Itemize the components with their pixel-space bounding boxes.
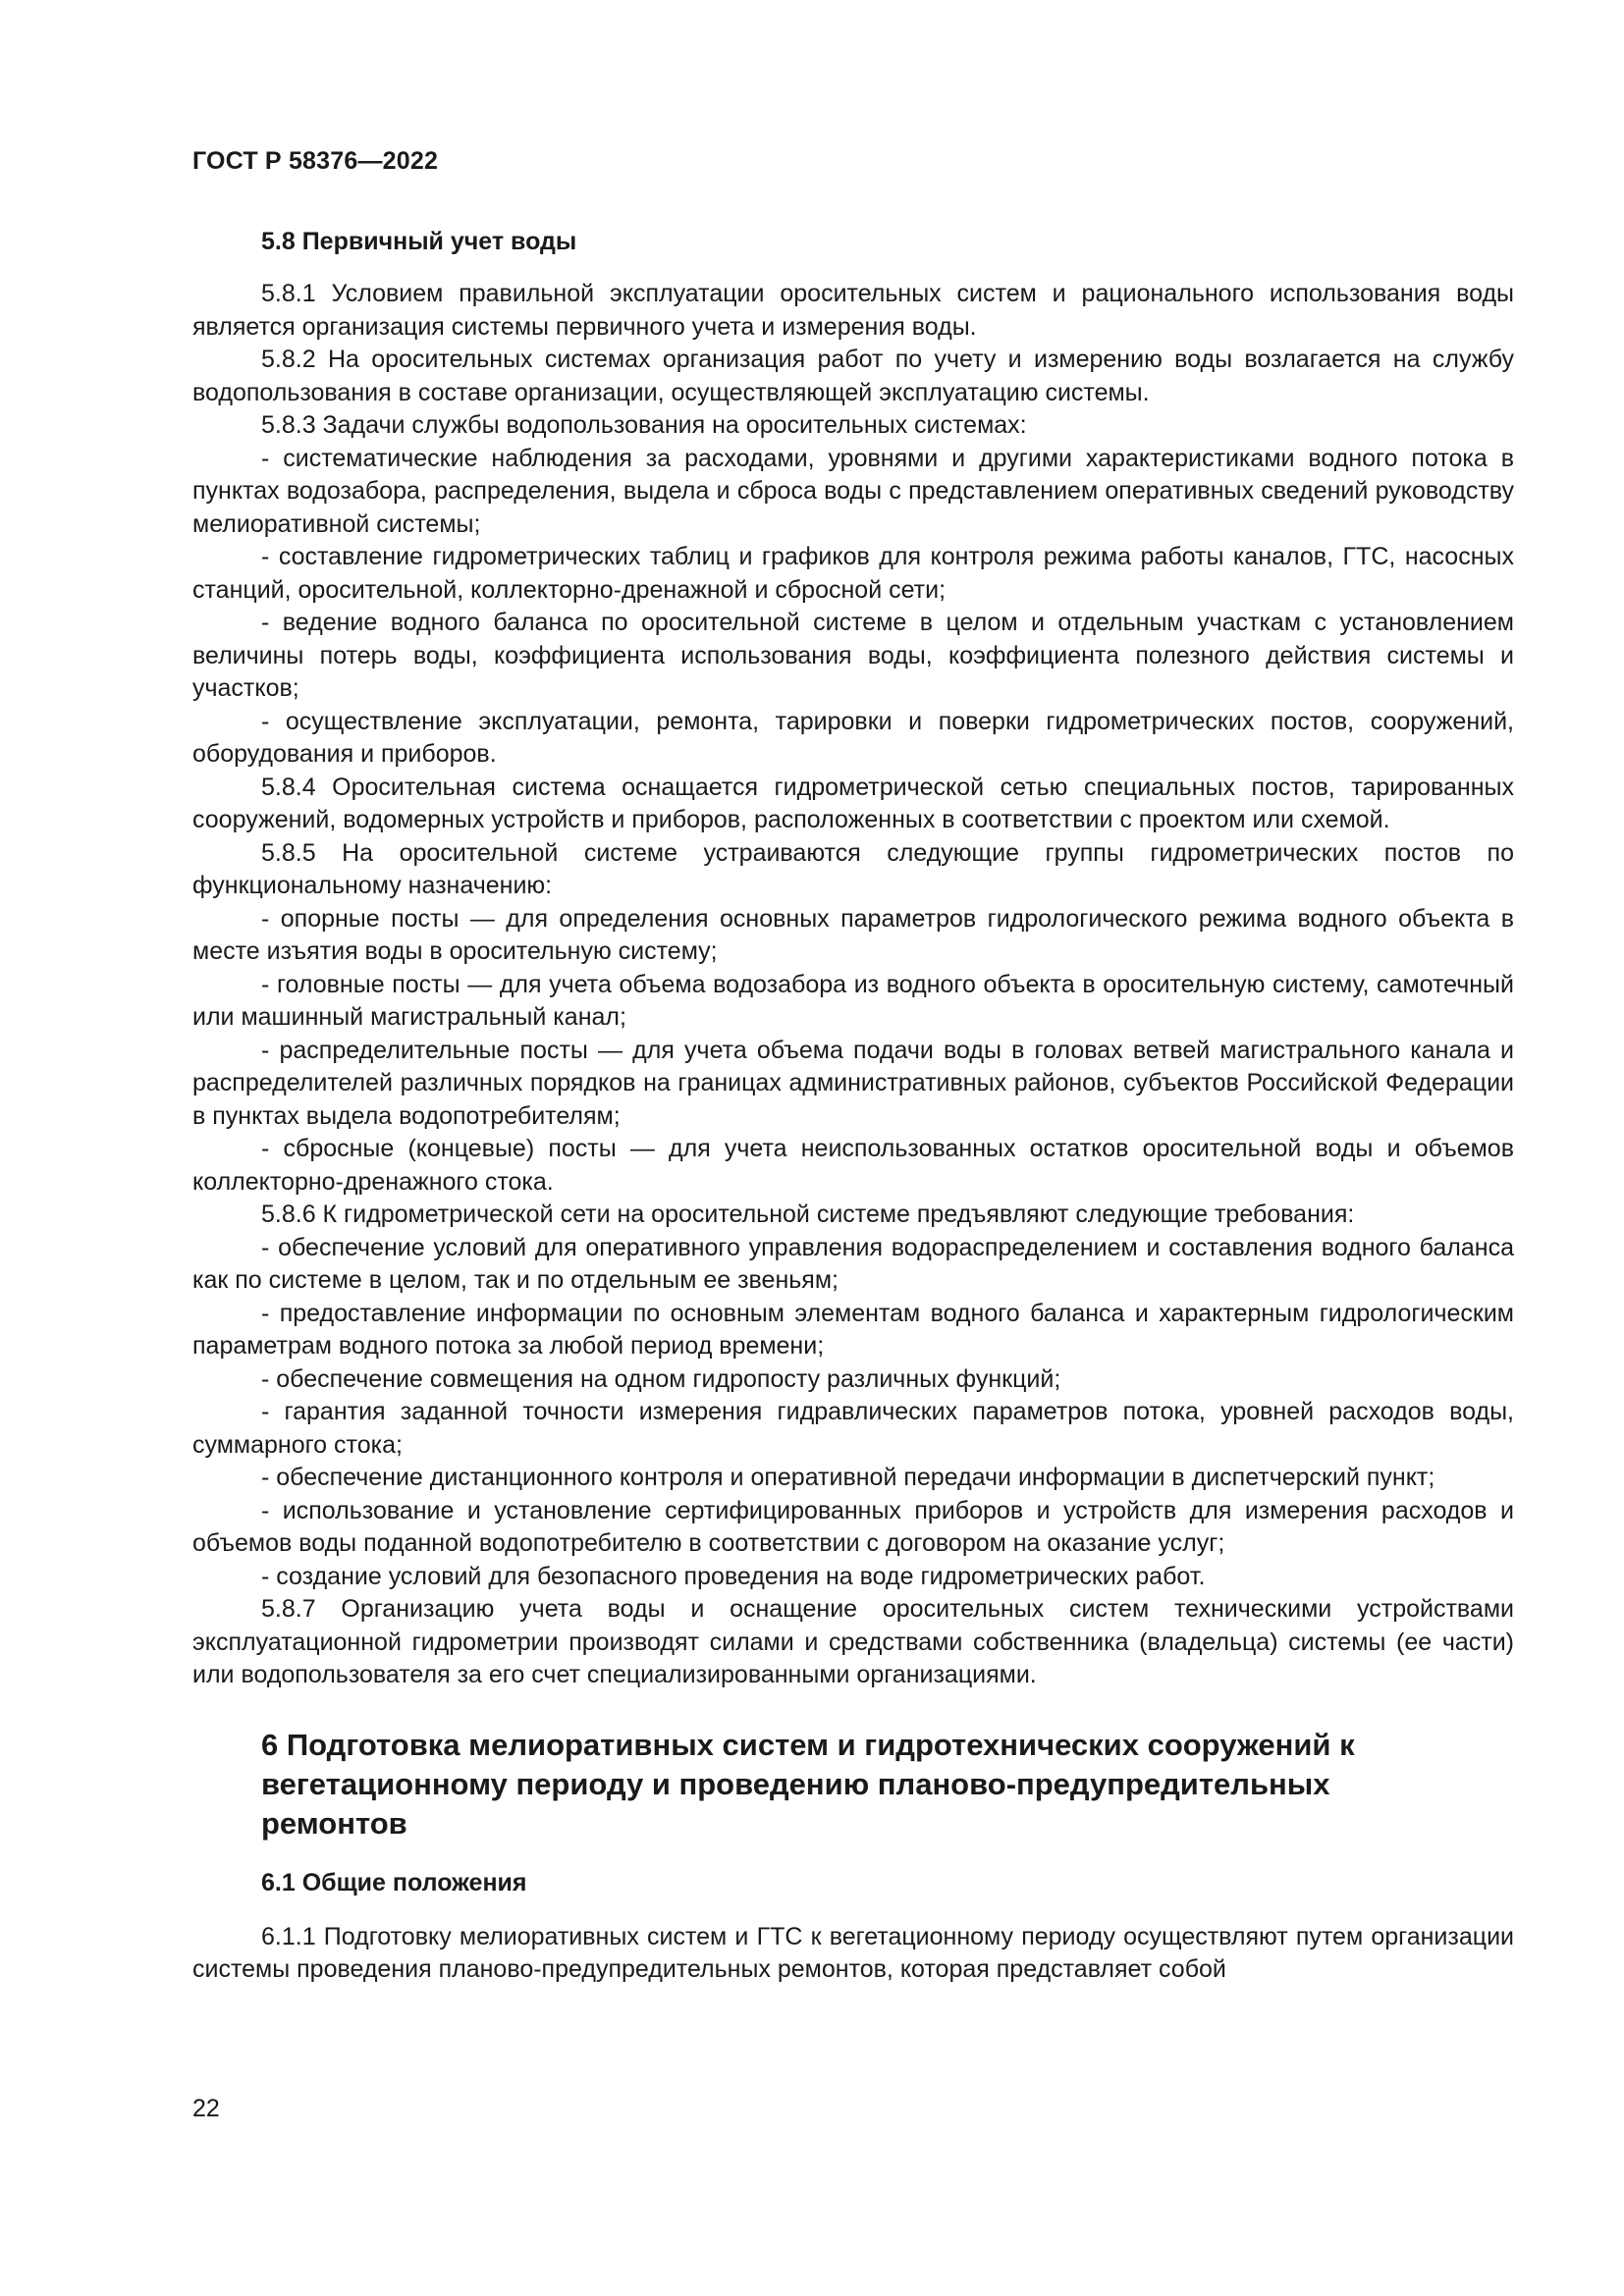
list-item: - предоставление информации по основным элементам водного баланса и характерным гидрологическим параметрам водного потока за любой период времени;: [192, 1299, 1514, 1360]
paragraph: 5.8.1 Условием правильной эксплуатации оросительных систем и рационального использования воды является организация системы первичного учета и измерения воды.: [192, 280, 1514, 341]
list-item: - распределительные посты — для учета объема подачи воды в головах ветвей магистрального канала и распределителей различных порядков на границах административных районов, субъектов Российской Федерации в пунктах выдела водопотребителям;: [192, 1036, 1514, 1130]
paragraph: 5.8.2 На оросительных системах организация работ по учету и измерению воды возлагается на службу водопользования в составе организации, осуществляющей эксплуатацию системы.: [192, 346, 1514, 406]
list-item: - использование и установление сертифицированных приборов и устройств для измерения расходов и объемов воды поданной водопотребителю в соответствии с договором на оказание услуг;: [192, 1496, 1514, 1557]
paragraph: 6.1.1 Подготовку мелиоративных систем и ГТС к вегетационному периоду осуществляют путем организации системы проведения планово-предупредительных ремонтов, которая представляет собой: [192, 1922, 1514, 1983]
list-item: - опорные посты — для определения основных параметров гидрологического режима водного объекта в месте изъятия воды в оросительную систему;: [192, 904, 1514, 965]
list-item: - гарантия заданной точности измерения гидравлических параметров потока, уровней расходов воды, суммарного стока;: [192, 1398, 1514, 1459]
paragraph: 5.8.6 К гидрометрической сети на оросительной системе предъявляют следующие требования:: [261, 1201, 1355, 1228]
page-content: [192, 226, 1514, 1987]
paragraph: 5.8.7 Организацию учета воды и оснащение оросительных систем техническими устройствами эксплуатационной гидрометрии производят силами и средствами собственника (владельца) системы (ее части) или водопользователя за его счет специализированными организациями.: [192, 1595, 1514, 1688]
document-id-header: ГОСТ Р 58376—2022: [192, 147, 439, 175]
list-item: - составление гидрометрических таблиц и графиков для контроля режима работы каналов, ГТС, насосных станций, оросительной, коллекторно-дренажной и сбросной сети;: [192, 543, 1514, 604]
page-number: 22: [192, 2095, 220, 2122]
section-6-title: 6 Подготовка мелиоративных систем и гидротехнических сооружений к вегетационному периоду и проведению планово-предупредительных ремонтов: [261, 1727, 1355, 1841]
list-item: - систематические наблюдения за расходами, уровнями и другими характеристиками водного потока в пунктах водозабора, распределения, выдела и сброса воды с представлением оперативных сведений руководству мелиоративной системы;: [192, 444, 1514, 538]
list-item: - создание условий для безопасного проведения на воде гидрометрических работ.: [261, 1562, 1206, 1590]
list-item: - сбросные (концевые) посты — для учета неиспользованных остатков оросительной воды и объемов коллекторно-дренажного стока.: [192, 1135, 1514, 1196]
paragraph: 5.8.4 Оросительная система оснащается гидрометрической сетью специальных постов, тарированных сооружений, водомерных устройств и приборов, расположенных в соответствии с проектом или схемой.: [192, 773, 1514, 833]
section-6-1-title: 6.1 Общие положения: [261, 1868, 527, 1896]
paragraph: 5.8.5 На оросительной системе устраиваются следующие группы гидрометрических постов по функциональному назначению:: [192, 838, 1514, 899]
section-5-8-title: 5.8 Первичный учет воды: [261, 228, 577, 255]
list-item: - обеспечение условий для оперативного управления водораспределением и составления водного баланса как по системе в целом, так и по отдельным ее звеньям;: [192, 1233, 1514, 1294]
paragraph: 5.8.3 Задачи службы водопользования на оросительных системах:: [261, 411, 1027, 439]
list-item: - обеспечение дистанционного контроля и оперативной передачи информации в диспетчерский пункт;: [261, 1464, 1435, 1491]
list-item: - обеспечение совмещения на одном гидропосту различных функций;: [261, 1364, 1061, 1393]
list-item: - ведение водного баланса по оросительной системе в целом и отдельным участкам с установлением величины потерь воды, коэффициента использования воды, коэффициента полезного действия системы и участков;: [192, 609, 1514, 702]
list-item: - головные посты — для учета объема водозабора из водного объекта в оросительную систему, самотечный или машинный магистральный канал;: [192, 970, 1514, 1031]
list-item: - осуществление эксплуатации, ремонта, тарировки и поверки гидрометрических постов, сооружений, оборудования и приборов.: [192, 707, 1514, 768]
